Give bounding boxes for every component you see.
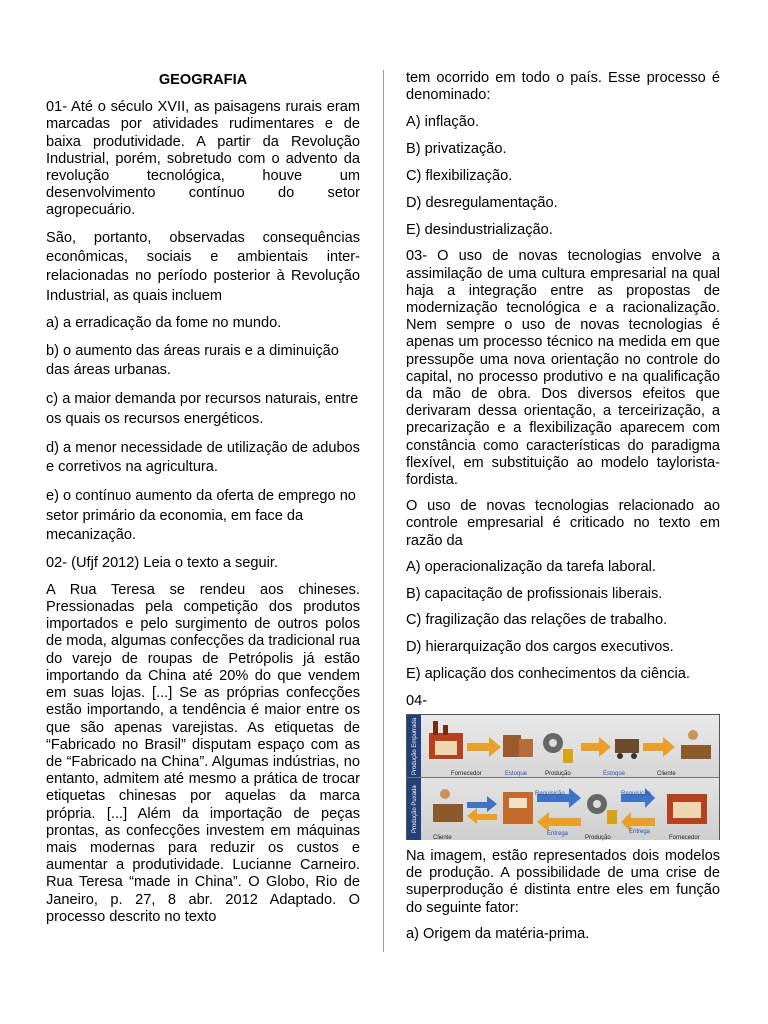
q3-option-e: E) aplicação dos conhecimentos da ciência. xyxy=(406,666,690,683)
q4-label: 04- xyxy=(406,692,428,709)
q2-intro: 02- (Ufjf 2012) Leia o texto a seguir. xyxy=(46,555,279,572)
q3-option-b: B) capacitação de profissionais liberais. xyxy=(406,585,663,602)
q1-option-c: c) a maior demanda por recursos naturais, entre os quais os recursos energéticos. xyxy=(46,391,359,427)
fornecedor-label-2: Fornecedor xyxy=(669,835,700,842)
producao-label-2: Produção xyxy=(585,835,611,842)
q2-option-c: C) flexibilização. xyxy=(406,168,513,184)
customer-icon xyxy=(681,730,711,759)
q2-option-d: D) desregulamentação. xyxy=(406,194,558,211)
estoque-label: Estoque xyxy=(505,771,528,778)
section-title: GEOGRAFIA xyxy=(158,72,248,88)
cliente-label: Cliente xyxy=(657,771,676,778)
arrow-right-icon xyxy=(467,737,501,757)
arrow-right-icon xyxy=(467,796,497,812)
q3-stem: O uso de novas tecnologias relacionado ao controle empresarial é criticado no texto em razão da xyxy=(406,498,720,549)
q2-option-e: E) desindustrialização. xyxy=(406,221,553,238)
arrow-right-icon xyxy=(581,737,611,757)
right-column xyxy=(406,70,720,953)
estoque-label-2: Estoque xyxy=(603,771,626,778)
cart-icon xyxy=(615,739,639,759)
production-models-figure xyxy=(406,714,720,840)
q1-option-b: b) o aumento das áreas rurais e a diminuição das áreas urbanas. xyxy=(46,343,339,379)
factory-icon xyxy=(667,794,707,824)
factory-icon xyxy=(429,721,463,759)
q4-text: Na imagem, estão representados dois modelos de produção. A possibilidade de uma crise de superprodução é distinta entre eles em função do seguinte fator: xyxy=(406,848,720,916)
requisicao-label: Requisição xyxy=(535,791,565,798)
q2-option-a: A) inflação. xyxy=(406,114,480,131)
gear-worker-icon xyxy=(543,733,573,763)
fornecedor-label: Fornecedor xyxy=(451,771,482,778)
q2-text: A Rua Teresa se rendeu aos chineses. Pressionadas pela competição dos produtos importados e pelo surgimento de outros polos de moda, algumas confecções da tradicional rua do varejo de roupas de Petrópolis já estão importando da China até 20% do que vendem em suas lojas. [...] Se as próprias confecções estão importando, a tendência é maior entre os que são apenas varejistas. As etiquetas de “Fabricado no Brasil” disputam espaço com as de “Fabricado na China”. Algumas indústrias, no entanto, admitem até mesmo a prática de trocar etiquetas chinesas por aquelas da marca própria. [...] Além da importação de peças prontas, as confecções investem em máquinas mais modernas para reduzir os custos e aumentar a produtividade. Lucianne Carneiro. Rua Teresa “made in China”. O Globo, Rio de Janeiro, p. 27, 8 abr. 2012 Adaptado. O processo descrito no texto xyxy=(46,581,360,925)
customer-icon xyxy=(433,789,463,822)
pull-production-label: Produção Puxada xyxy=(407,778,421,840)
entrega-label: Entrega xyxy=(547,831,569,838)
entrega-label-2: Entrega xyxy=(629,829,651,836)
push-production-label: Produção Empurrada xyxy=(407,715,421,777)
producao-label: Produção xyxy=(545,771,571,778)
q1-option-d: d) a menor necessidade de utilização de adubos e corretivos na agricultura. xyxy=(46,439,360,476)
requisicao-label-2: Requisição xyxy=(621,791,651,798)
office-icon xyxy=(503,792,533,824)
q2-option-b: B) privatização. xyxy=(406,141,507,158)
arrow-left-icon xyxy=(467,808,497,824)
left-column xyxy=(46,70,360,935)
column-divider xyxy=(383,70,384,952)
q1-text: 01- Até o século XVII, as paisagens rurais eram marcadas por atividades rudimentares e de baixa produtividade. A partir da Revolução Industrial, porém, sobretudo com o advento da revolução tecnológica, houve um desenvolvimento contínuo do setor agropecuário. xyxy=(46,99,360,219)
q3-option-a: A) operacionalização da tarefa laboral. xyxy=(406,558,656,575)
push-production-band xyxy=(407,715,719,778)
q1-option-e: e) o contínuo aumento da oferta de emprego no setor primário da economia, em face da mecanização. xyxy=(46,488,356,544)
q4-option-a: a) Origem da matéria-prima. xyxy=(406,925,590,942)
q2-continuation: tem ocorrido em todo o país. Esse processo é denominado: xyxy=(406,70,720,104)
arrow-right-icon xyxy=(643,737,675,757)
cliente-label-2: Cliente xyxy=(433,835,452,842)
q3-option-d: D) hierarquização dos cargos executivos. xyxy=(406,639,674,656)
pull-production-band xyxy=(407,778,719,840)
q1-stem: São, portanto, observadas consequências econômicas, sociais e ambientais inter-relacionadas no período posterior à Revolução Industrial, as quais incluem xyxy=(46,229,360,304)
q3-option-c: C) fragilização das relações de trabalho. xyxy=(406,612,668,629)
gear-worker-icon xyxy=(587,794,617,824)
q1-option-a: a) a erradicação da fome no mundo. xyxy=(46,315,282,332)
q3-text: 03- O uso de novas tecnologias envolve a assimilação de uma cultura empresarial na qual haja a integração entre as propostas de modernização tecnológica e a racionalização. Nem sempre o uso de novas tecnologias é apenas um processo técnico na medida em que pressupõe uma nova orientação no controle do capital, no processo produtivo e na qualificação da mão de obra. Dos diversos efeitos que derivaram dessa orientação, a terceirização, a precarização e a flexibilização aparecem com constância como características do paradigma flexível, em substituição ao modelo taylorista-fordista. xyxy=(406,248,720,489)
boxes-icon xyxy=(503,735,533,757)
